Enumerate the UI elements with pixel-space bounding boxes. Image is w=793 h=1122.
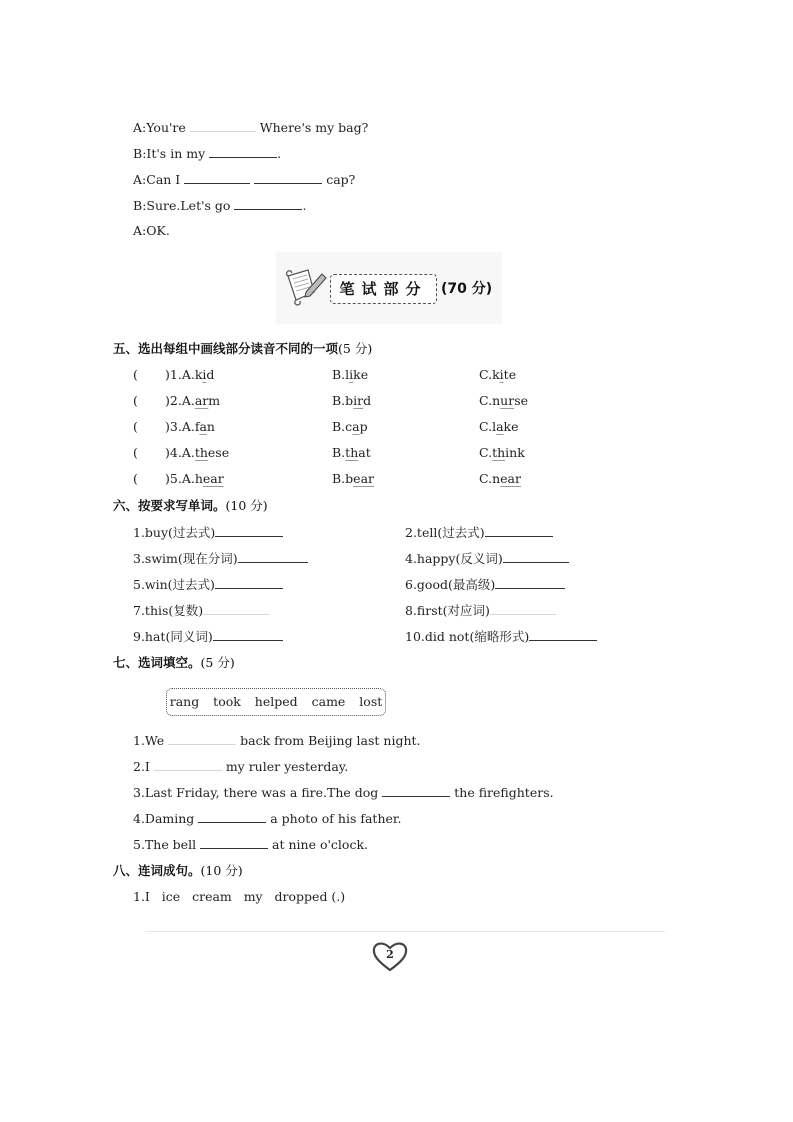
underlined-part: i	[499, 367, 504, 382]
sentence-start: 2.I	[133, 759, 154, 774]
section6-heading	[113, 498, 268, 514]
answer-blank[interactable]	[168, 732, 236, 745]
heading-text: 七、选词填空。	[113, 655, 201, 670]
dialogue-line	[133, 119, 368, 136]
word-item	[405, 524, 553, 541]
answer-blank[interactable]	[215, 524, 283, 537]
answer-blank[interactable]	[529, 628, 597, 641]
speaker: A	[133, 120, 143, 135]
text: Can I	[146, 172, 181, 187]
option-a	[165, 367, 214, 383]
answer-blank[interactable]	[490, 602, 556, 615]
fill-sentence	[133, 810, 401, 827]
scroll-pencil-icon	[284, 266, 328, 306]
underlined-part: ir	[353, 393, 364, 408]
word-prompt: 2.tell(过去式)	[405, 525, 485, 540]
speaker: B	[133, 198, 143, 213]
dialogue-line	[133, 197, 306, 214]
word-prompt: 1.buy(过去式)	[133, 525, 216, 540]
option-c	[479, 393, 528, 409]
word-item	[405, 602, 556, 619]
word-prompt: 8.first(对应词)	[405, 603, 490, 618]
banner-points: (70 分)	[441, 281, 493, 297]
answer-blank[interactable]	[190, 119, 256, 132]
underlined-part: a	[352, 419, 360, 434]
word-bank: rang took helped came lost	[166, 688, 386, 716]
heading-points: (10 分)	[200, 863, 243, 878]
underlined-part: a	[199, 419, 207, 434]
word-item	[405, 576, 565, 593]
dialogue-line	[133, 223, 170, 239]
answer-blank[interactable]	[495, 576, 565, 589]
option-text: B.bird	[332, 393, 372, 408]
option-text: B.like	[332, 367, 369, 382]
word-prompt: 7.this(复数)	[133, 603, 204, 618]
word-item	[133, 628, 283, 645]
text: cap?	[326, 172, 356, 187]
option-text: C.think	[479, 445, 525, 460]
sentence-end: back from Beijing last night.	[236, 733, 421, 748]
option-text: B.cap	[332, 419, 368, 434]
section8-item: 1.I ice cream my dropped (.)	[133, 889, 346, 904]
word-item	[133, 576, 283, 593]
fill-sentence	[133, 732, 421, 749]
word-prompt: 3.swim(现在分词)	[133, 551, 238, 566]
option-text: C.lake	[479, 419, 519, 434]
word-prompt: 6.good(最高级)	[405, 577, 496, 592]
option-c	[479, 419, 519, 435]
option-text: C.kite	[479, 367, 517, 382]
underlined-part: i	[202, 367, 207, 382]
dialogue-line	[133, 145, 281, 162]
text: .	[277, 146, 282, 161]
option-b	[332, 393, 371, 409]
answer-bracket[interactable]: (	[133, 419, 138, 434]
sentence-start: 4.Daming	[133, 811, 199, 826]
option-text: C.near	[479, 471, 521, 486]
word-prompt: 5.win(过去式)	[133, 577, 215, 592]
word-prompt: 4.happy(反义词)	[405, 551, 503, 566]
answer-bracket[interactable]: (	[133, 445, 138, 460]
option-a	[165, 393, 220, 409]
underlined-part: ear	[202, 471, 224, 486]
sentence-start: 5.The bell	[133, 837, 201, 852]
option-text: )1.A.kid	[165, 367, 215, 382]
option-b	[332, 471, 374, 487]
option-a	[165, 445, 229, 461]
underlined-part: ear	[500, 471, 521, 486]
answer-blank[interactable]	[213, 628, 283, 641]
underlined-part: ar	[194, 393, 209, 408]
answer-blank[interactable]	[203, 602, 269, 615]
answer-blank[interactable]	[200, 836, 268, 849]
option-c	[479, 445, 525, 461]
option-a	[165, 471, 224, 487]
text: Where's my bag?	[259, 120, 369, 135]
sentence-start: 1.We	[133, 733, 169, 748]
sentence-end: a photo of his father.	[266, 811, 402, 826]
answer-blank[interactable]	[254, 171, 322, 184]
text: .	[302, 198, 307, 213]
sentence-end: my ruler yesterday.	[221, 759, 349, 774]
option-text: )4.A.these	[165, 445, 230, 460]
heading-text: 五、选出每组中画线部分读音不同的一项	[113, 341, 339, 356]
section8-heading	[113, 863, 243, 879]
footer-divider	[145, 931, 665, 932]
answer-blank[interactable]	[234, 197, 302, 210]
underlined-part: ur	[500, 393, 515, 408]
heading-points: (5 分)	[338, 341, 373, 356]
answer-blank[interactable]	[198, 810, 266, 823]
option-text: B.that	[332, 445, 371, 460]
heading-text: 八、连词成句。	[113, 863, 201, 878]
sep: :	[142, 120, 147, 135]
sentence-start: 3.Last Friday, there was a fire.The dog	[133, 785, 383, 800]
answer-bracket[interactable]: (	[133, 367, 138, 382]
section7-heading	[113, 655, 235, 671]
word-item	[133, 602, 269, 619]
option-b	[332, 445, 371, 461]
option-b	[332, 367, 368, 383]
option-b	[332, 419, 368, 435]
speaker: A	[133, 172, 143, 187]
speaker: B	[133, 146, 143, 161]
text: OK.	[146, 223, 170, 238]
answer-blank[interactable]	[215, 576, 283, 589]
page-number: 2	[386, 948, 394, 961]
underlined-part: th	[492, 445, 506, 460]
option-c	[479, 367, 516, 383]
answer-blank[interactable]	[503, 550, 569, 563]
sentence-end: the firefighters.	[450, 785, 554, 800]
answer-blank[interactable]	[485, 524, 553, 537]
word-item	[405, 628, 597, 645]
answer-blank[interactable]	[238, 550, 308, 563]
text: It's in my	[146, 146, 206, 161]
heading-points: (10 分)	[225, 498, 268, 513]
underlined-part: ear	[353, 471, 374, 486]
sep: :	[142, 198, 147, 213]
fill-sentence	[133, 758, 348, 775]
answer-blank[interactable]	[382, 784, 450, 797]
speaker: A	[133, 223, 143, 238]
word-prompt: 9.hat(同义词)	[133, 629, 213, 644]
option-a	[165, 419, 215, 435]
option-text: C.nurse	[479, 393, 528, 408]
answer-blank[interactable]	[154, 758, 222, 771]
heading-points: (5 分)	[200, 655, 235, 670]
option-text: B.bear	[332, 471, 374, 486]
dialogue-line	[133, 171, 355, 188]
answer-bracket[interactable]: (	[133, 471, 138, 486]
word-item	[405, 550, 569, 567]
text: Sure.Let's go	[146, 198, 231, 213]
option-text: )5.A.hear	[165, 471, 224, 486]
word-item	[133, 550, 308, 567]
answer-blank[interactable]	[184, 171, 250, 184]
sentence-end: at nine o'clock.	[268, 837, 368, 852]
option-text: )2.A.arm	[165, 393, 221, 408]
underlined-part: a	[496, 419, 504, 434]
answer-bracket[interactable]: (	[133, 393, 138, 408]
answer-blank[interactable]	[209, 145, 277, 158]
option-text: )3.A.fan	[165, 419, 215, 434]
heading-text: 六、按要求写单词。	[113, 498, 226, 513]
banner-title: 笔试部分	[330, 274, 437, 304]
word-item	[133, 524, 283, 541]
section5-heading	[113, 341, 372, 357]
option-c	[479, 471, 521, 487]
fill-sentence	[133, 836, 368, 853]
word-prompt: 10.did not(缩略形式)	[405, 629, 530, 644]
fill-sentence	[133, 784, 554, 801]
sep: :	[142, 223, 147, 238]
underlined-part: th	[194, 445, 208, 460]
text: You're	[146, 120, 186, 135]
underlined-part: i	[349, 367, 354, 382]
underlined-part: th	[345, 445, 359, 460]
sep: :	[142, 172, 147, 187]
sep: :	[142, 146, 147, 161]
